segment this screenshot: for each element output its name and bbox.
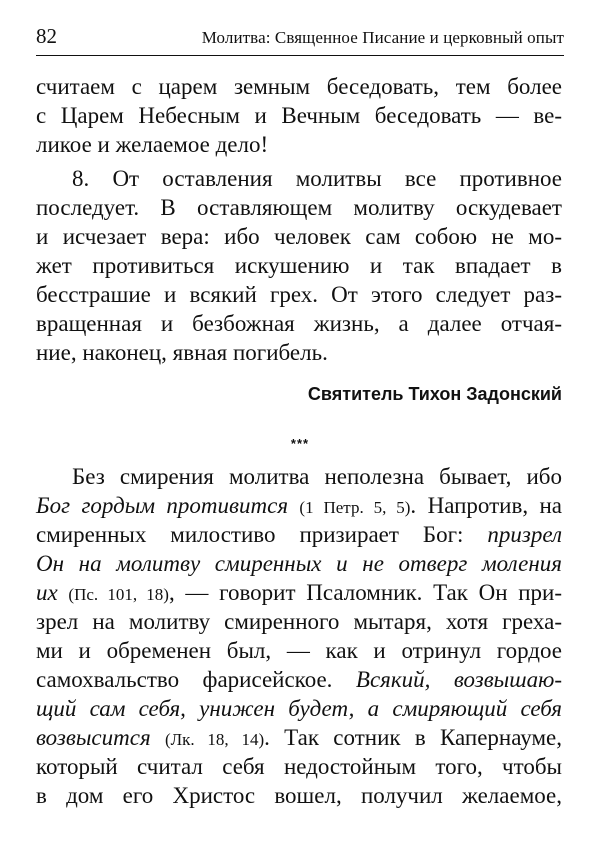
text-fragment: . Так сотник в Капернауме, — [264, 725, 562, 750]
text-fragment: смиренных милостиво призирает Бог: — [36, 522, 488, 547]
text-line: и исчезает вера: ибо человек сам собою не мо- — [36, 224, 562, 249]
text-fragment: . Напротив, на — [410, 493, 562, 518]
header-rule — [36, 55, 564, 56]
scripture-quote: возвысится — [36, 725, 151, 750]
text-line: ликое и желаемое дело! — [36, 132, 269, 157]
running-head: Молитва: Священное Писание и церковный опыт — [201, 28, 564, 47]
paragraph-point-8 — [36, 164, 562, 367]
scripture-quote: Он на молитву смиренных и не отверг моления — [36, 551, 562, 576]
scripture-quote: щий сам себя, унижен будет, а смиряющий себя — [36, 696, 562, 721]
text-line: Без смирения молитва неполезна бывает, ибо — [72, 464, 562, 489]
scripture-quote: призрел — [487, 522, 562, 547]
text-line — [36, 694, 562, 723]
text-line: ние, наконец, явная погибель. — [36, 340, 328, 365]
paragraph-humility — [36, 462, 562, 810]
text-line — [36, 723, 562, 752]
text-line — [36, 491, 562, 520]
scripture-reference: (Лк. 18, 14) — [164, 730, 265, 749]
text-fragment: самохвальство фарисейское. — [36, 667, 356, 692]
text-line: ми и обременен был, — как и отринул гордое — [36, 638, 562, 663]
attribution-author: Святитель Тихон Задонский — [307, 384, 562, 404]
scripture-quote: Бог гордым противится — [36, 493, 289, 518]
text-line: в дом его Христос вошел, получил желаемое, — [36, 783, 562, 808]
text-line: который считал себя недостойным того, чтобы — [36, 754, 562, 779]
page-header — [36, 24, 564, 50]
text-line — [36, 549, 562, 578]
text-line — [36, 578, 562, 607]
text-line: бесстрашие и всякий грех. От этого следует раз- — [36, 282, 562, 307]
text-line — [36, 520, 562, 549]
text-fragment: , — говорит Псаломник. Так Он при- — [168, 580, 563, 605]
text-line: зрел на молитву смиренного мытаря, хотя греха- — [36, 609, 562, 634]
text-line: жет противиться искушению и так впадает в — [36, 253, 562, 278]
text-line: вращенная и безбожная жизнь, а далее отчая- — [36, 311, 562, 336]
text-line: с Царем Небесным и Вечным беседовать — ве- — [36, 103, 562, 128]
text-line: 8. От оставления молитвы все противное — [72, 166, 562, 191]
paragraph-prayer-conversation — [36, 72, 562, 159]
scripture-reference: (1 Петр. 5, 5) — [299, 498, 411, 517]
text-line — [36, 665, 562, 694]
scripture-quote: Всякий, возвышаю- — [355, 667, 562, 692]
page-number: 82 — [36, 24, 57, 48]
text-line: считаем с царем земным беседовать, тем более — [36, 74, 562, 99]
scripture-reference: (Пс. 101, 18) — [68, 585, 169, 604]
text-line: последует. В оставляющем молитву оскудевает — [36, 195, 562, 220]
section-separator: *** — [290, 436, 310, 451]
scripture-quote: их — [36, 580, 58, 605]
